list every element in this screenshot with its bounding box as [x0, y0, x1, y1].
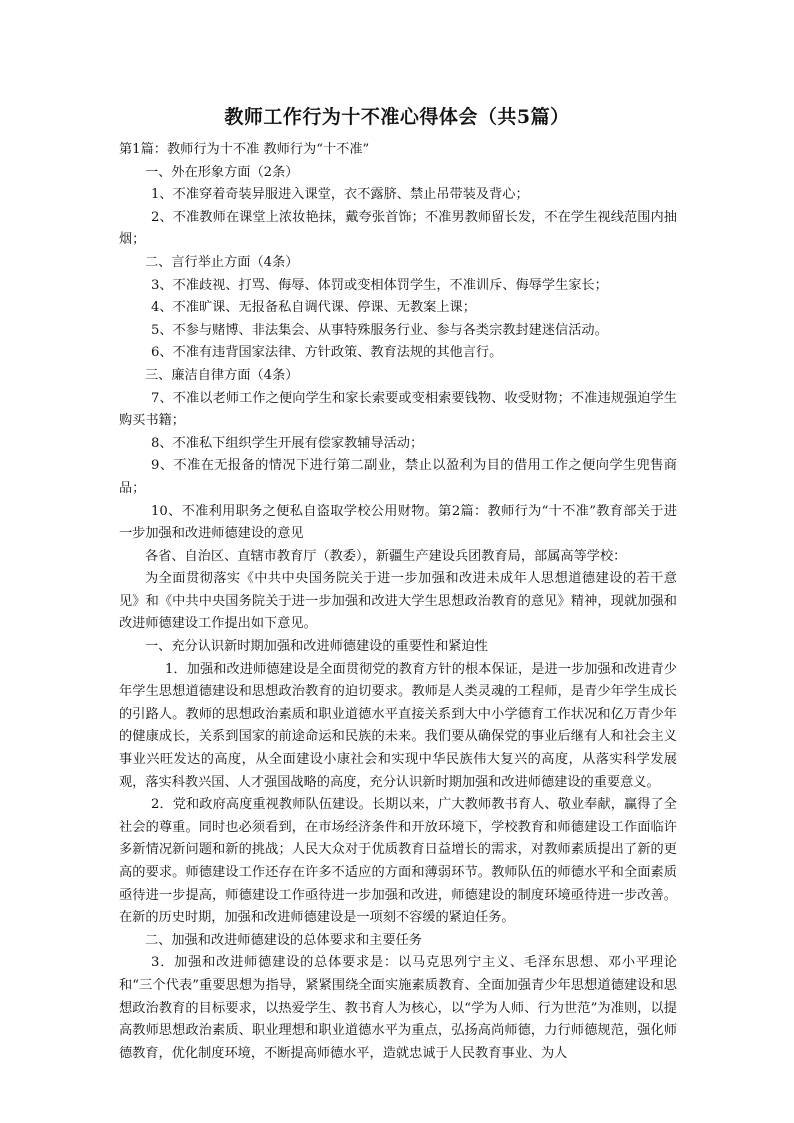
paragraph: 2、不准教师在课堂上浓妆艳抹，戴夸张首饰；不准男教师留长发，不在学生视线范围内抽烟；	[119, 209, 677, 248]
paragraph: 3．加强和改进师德建设的总体要求是：以马克思列宁主义、毛泽东思想、邓小平理论和“三个代表”重要思想为指导，紧紧围绕全面实施素质教育、全面加强青少年思想道德建设和思想政治教育的目标要求，以热爱学生、教书育人为核心，以“学为人师、行为世范”为准则，以提高教师思想政治素质、职业理想和职业道德水平为重点，弘扬高尚师德，力行师德规范，强化师德教育，优化制度环境，不断提高师德水平，造就忠诚于人民教育事业、为人	[119, 955, 677, 1061]
document-body	[119, 139, 677, 1065]
paragraph: 2．党和政府高度重视教师队伍建设。长期以来，广大教师教书育人、敬业奉献，赢得了全社会的尊重。同时也必须看到，在市场经济条件和开放环境下，学校教育和师德建设工作面临许多新情况新问题和新的挑战；人民大众对于优质教育日益增长的需求，对教师素质提出了新的更高的要求。师德建设工作还存在许多不适应的方面和薄弱环节。教师队伍的师德水平和全面素质亟待进一步提高，师德建设工作亟待进一步加强和改进，师德建设的制度环境亟待进一步改善。在新的历史时期，加强和改进师德建设是一项刻不容缓的紧迫任务。	[119, 797, 677, 926]
paragraph: 8、不准私下组织学生开展有偿家教辅导活动；	[151, 435, 424, 451]
document-title: 教师工作行为十不准心得体会（共5篇）	[224, 106, 570, 128]
section-heading: 一、充分认识新时期加强和改进师德建设的重要性和紧迫性	[145, 639, 488, 655]
paragraph: 各省、自治区、直辖市教育厅（教委），新疆生产建设兵团教育局，部属高等学校：	[145, 548, 627, 564]
section-heading: 三、廉洁自律方面（4条）	[145, 367, 299, 383]
paragraph: 9、不准在无报备的情况下进行第二副业，禁止以盈利为目的借用工作之便向学生兜售商品；	[119, 458, 677, 496]
paragraph: 3、不准歧视、打骂、侮辱、体罚或变相体罚学生，不准训斥、侮辱学生家长；	[151, 277, 608, 293]
paragraph: 4、不准旷课、无报备私自调代课、停课、无教案上课；	[151, 300, 476, 316]
section-heading: 二、加强和改进师德建设的总体要求和主要任务	[145, 932, 422, 948]
paragraph: 为全面贯彻落实《中共中央国务院关于进一步加强和改进未成年人思想道德建设的若干意见》和《中共中央国务院关于进一步加强和改进大学生思想政治教育的意见》精神，现就加强和改进师德建设工作提出如下意见。	[119, 571, 677, 632]
paragraph: 5、不参与赌博、非法集会、从事特殊服务行业、参与各类宗教封建迷信活动。	[151, 322, 608, 338]
section-heading: 二、言行举止方面（4条）	[145, 254, 299, 270]
paragraph: 7、不准以老师工作之便向学生和家长索要或变相索要钱物、收受财物；不准违规强迫学生购买书籍；	[119, 390, 677, 429]
paragraph: 1、不准穿着奇装异服进入课堂，衣不露脐、禁止吊带装及背心；	[151, 187, 529, 203]
paragraph: 1．加强和改进师德建设是全面贯彻党的教育方针的根本保证，是进一步加强和改进青少年学生思想道德建设和思想政治教育的迫切要求。教师是人类灵魂的工程师，是青少年学生成长的引路人。教师的思想政治素质和职业道德水平直接关系到大中小学德育工作状况和亿万青少年的健康成长，关系到国家的前途命运和民族的未来。我们要从确保党的事业后继有人和社会主义事业兴旺发达的高度，从全面建设小康社会和实现中华民族伟大复兴的高度，从落实科学发展观，落实科教兴国、人才强国战略的高度，充分认识新时期加强和改进师德建设的重要意义。	[119, 661, 677, 790]
paragraph: 6、不准有违背国家法律、方针政策、教育法规的其他言行。	[151, 345, 503, 361]
paragraph: 第1篇：教师行为十不准 教师行为“十不准”	[119, 142, 370, 157]
paragraph: 10、不准利用职务之便私自盗取学校公用财物。第2篇：教师行为“十不准”教育部关于进一步加强和改进师德建设的意见	[119, 503, 677, 542]
section-heading: 一、外在形象方面（2条）	[145, 164, 299, 180]
